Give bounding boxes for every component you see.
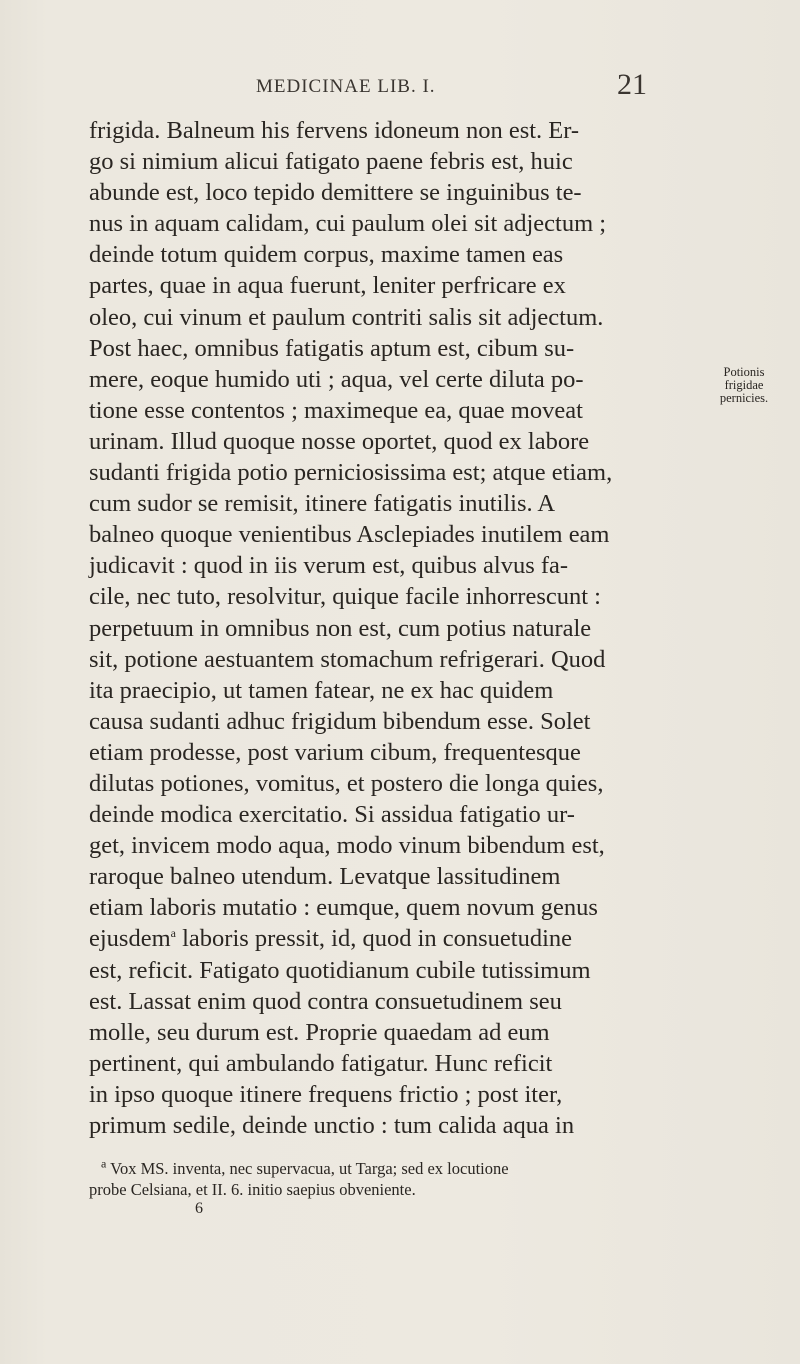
text-line: go si nimium alicui fatigato paene febris est, huic xyxy=(89,148,573,176)
text-line: oleo, cui vinum et paulum contriti salis sit adjectum. xyxy=(89,303,604,331)
text-line: tione esse contentos ; maximeque ea, quae moveat xyxy=(89,396,583,424)
running-title: MEDICINAE LIB. I. xyxy=(256,76,436,97)
footnote-line xyxy=(89,1158,709,1179)
text-line: ita praecipio, ut tamen fatear, ne ex hac quidem xyxy=(89,676,554,704)
text-line: abunde est, loco tepido demittere se inguinibus te- xyxy=(89,179,582,207)
text-line: cile, nec tuto, resolvitur, quique facile inhorrescunt : xyxy=(89,583,601,611)
text-line: deinde totum quidem corpus, maxime tamen eas xyxy=(89,241,564,269)
footnote-marker: a xyxy=(101,1156,107,1171)
text-line: deinde modica exercitatio. Si assidua fatigatio ur- xyxy=(89,801,575,829)
text-line: get, invicem modo aqua, modo vinum bibendum est, xyxy=(89,832,605,860)
text-line: molle, seu durum est. Proprie quaedam ad eum xyxy=(89,1018,550,1046)
margin-note-line: pernicies. xyxy=(719,391,769,405)
text-line: judicavit : quod in iis verum est, quibus alvus fa- xyxy=(89,552,569,580)
footnote-line: probe Celsiana, et II. 6. initio saepius obveniente. xyxy=(89,1180,416,1199)
text-line: nus in aquam calidam, cui paulum olei sit adjectum ; xyxy=(89,210,607,238)
text-line: in ipso quoque itinere frequens frictio ; post iter, xyxy=(89,1080,563,1108)
margin-note-line: Potionis xyxy=(723,365,765,379)
text-line: primum sedile, deinde unctio : tum calida aqua in xyxy=(89,1112,575,1139)
margin-note xyxy=(699,366,789,405)
text-line: frigida. Balneum his fervens idoneum non est. Er- xyxy=(89,117,580,144)
text-line: perpetuum in omnibus non est, cum potius naturale xyxy=(89,614,592,642)
line-lead-word: ejusdem xyxy=(89,925,171,953)
text-line: est. Lassat enim quod contra consuetudinem seu xyxy=(89,987,562,1015)
footnote-reference: a xyxy=(170,926,176,941)
line-remainder: laboris pressit, id, quod in consuetudine xyxy=(182,925,573,953)
text-line: etiam laboris mutatio : eumque, quem novum genus xyxy=(89,894,598,922)
text-line: balneo quoque venientibus Asclepiades inutilem eam xyxy=(89,521,610,549)
text-line: etiam prodesse, post varium cibum, frequentesque xyxy=(89,738,581,766)
signature-mark: 6 xyxy=(195,1200,203,1217)
text-line: pertinent, qui ambulando fatigatur. Hunc reficit xyxy=(89,1049,553,1077)
footnote-text: Vox MS. inventa, nec supervacua, ut Targa; sed ex locutione xyxy=(110,1159,509,1178)
text-line: Post haec, omnibus fatigatis aptum est, cibum su- xyxy=(89,334,575,362)
text-line: raroque balneo utendum. Levatque lassitudinem xyxy=(89,863,561,891)
text-line: est, reficit. Fatigato quotidianum cubile tutissimum xyxy=(89,956,591,984)
text-line: dilutas potiones, vomitus, et postero die longa quies, xyxy=(89,769,604,797)
text-line: sit, potione aestuantem stomachum refrigerari. Quod xyxy=(89,645,606,673)
text-line: sudanti frigida potio perniciosissima est; atque etiam, xyxy=(89,459,613,487)
text-line: cum sudor se remisit, itinere fatigatis inutilis. A xyxy=(89,490,556,518)
text-line-with-footnote-ref xyxy=(89,923,689,954)
text-line: urinam. Illud quoque nosse oportet, quod ex labore xyxy=(89,427,590,455)
text-line: partes, quae in aqua fuerunt, leniter perfricare ex xyxy=(89,272,566,300)
margin-note-line: frigidae xyxy=(724,378,764,392)
page-number: 21 xyxy=(617,68,647,101)
footnote xyxy=(89,1158,709,1200)
text-line: causa sudanti adhuc frigidum bibendum esse. Solet xyxy=(89,707,591,735)
main-text xyxy=(89,115,689,1141)
text-line: mere, eoque humido uti ; aqua, vel certe diluta po- xyxy=(89,365,584,393)
